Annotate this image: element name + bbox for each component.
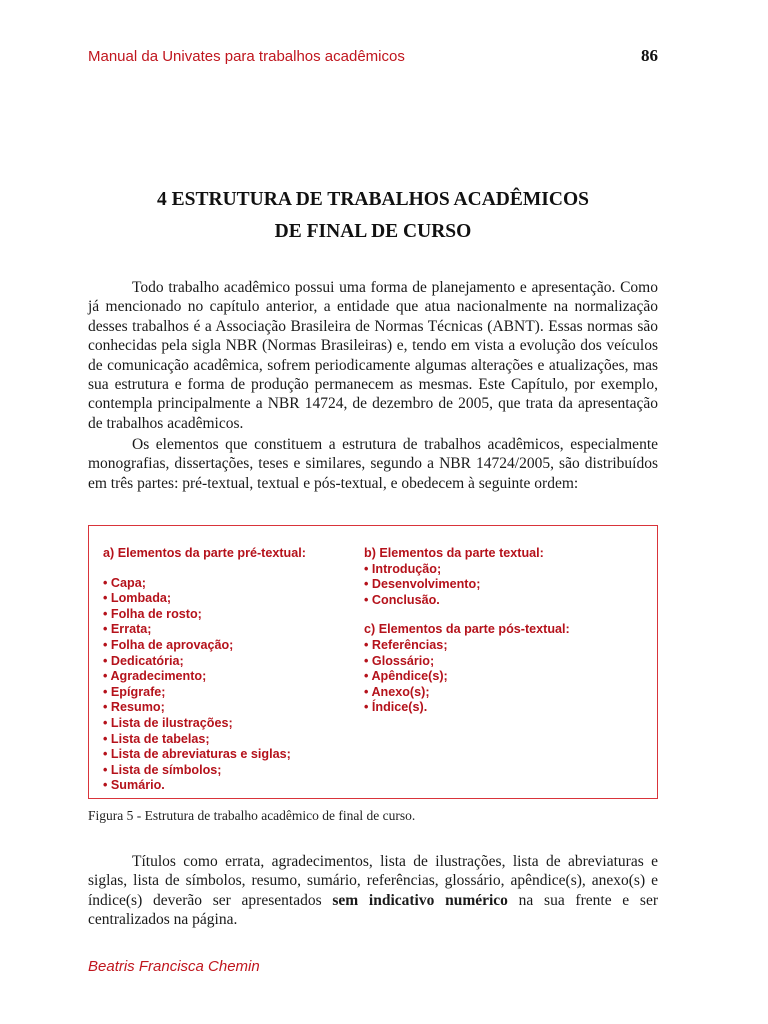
running-header-title: Manual da Univates para trabalhos acadêmicos	[88, 48, 405, 65]
spacer	[103, 562, 306, 576]
pre-textual-column	[103, 546, 306, 794]
list-item: • Folha de rosto;	[103, 606, 202, 621]
pre-textual-title: a) Elementos da parte pré-textual:	[103, 546, 306, 560]
post-textual-title: c) Elementos da parte pós-textual:	[364, 622, 570, 637]
chapter-title	[88, 184, 658, 248]
list-item: • Epígrafe;	[103, 684, 166, 699]
list-item: • Lombada;	[103, 591, 172, 606]
list-item: • Capa;	[103, 575, 146, 590]
body-paragraph-2: Os elementos que constituem a estrutura de trabalhos acadêmicos, especialmente monografias, dissertações, teses e similares, segundo a NBR 14724/2005, são distribuídos em três partes: pré-textual, textual e pós-textual, e obedecem à seguinte ordem:	[88, 436, 658, 492]
footer-author: Beatris Francisca Chemin	[88, 958, 260, 975]
list-item: • Agradecimento;	[103, 669, 207, 684]
page-number: 86	[641, 46, 658, 65]
list-item: • Anexo(s);	[364, 684, 430, 699]
paragraph-3-emphasis: sem indicativo numérico	[332, 891, 508, 909]
body-paragraph-3	[88, 852, 658, 930]
figure-caption: Figura 5 - Estrutura de trabalho acadêmico de final de curso.	[88, 808, 416, 823]
list-item: • Sumário.	[103, 778, 165, 793]
structure-figure-box	[88, 525, 658, 799]
list-item: • Lista de abreviaturas e siglas;	[103, 747, 291, 762]
list-item: • Desenvolvimento;	[364, 577, 481, 592]
list-item: • Lista de símbolos;	[103, 762, 222, 777]
list-item: • Índice(s).	[364, 700, 428, 715]
list-item: • Resumo;	[103, 700, 165, 715]
list-item: • Dedicatória;	[103, 653, 184, 668]
post-textual-list	[364, 638, 570, 716]
list-item: • Errata;	[103, 622, 152, 637]
list-item: • Glossário;	[364, 653, 435, 668]
textual-and-post-textual-column	[364, 546, 570, 716]
paragraph-3-end: na sua frente e ser centralizados na página.	[88, 891, 658, 929]
body-paragraph-1: Todo trabalho acadêmico possui uma forma de planejamento e apresentação. Como já mencionado no capítulo anterior, a entidade que atua nacionalmente na normalização desses trabalhos é a Associação Brasileira de Normas Técnicas (ABNT). Essas normas são conhecidas pela sigla NBR (Normas Brasileiras) e, tendo em vista a evolução dos veículos de comunicação acadêmica, sofrem periodicamente algumas alterações e atualizações, mas sua estrutura e forma de produção permanecem as mesmas. Este Capítulo, por exemplo, contempla principalmente a NBR 14724, de dezembro de 2005, que trata da apresentação de trabalhos acadêmicos.	[88, 279, 658, 432]
pre-textual-list	[103, 576, 306, 794]
spacer	[364, 608, 570, 622]
list-item: • Referências;	[364, 637, 448, 652]
list-item: • Conclusão.	[364, 592, 440, 607]
list-item: • Lista de tabelas;	[103, 731, 210, 746]
list-item: • Apêndice(s);	[364, 669, 448, 684]
textual-list	[364, 562, 570, 609]
textual-title: b) Elementos da parte textual:	[364, 546, 544, 560]
list-item: • Introdução;	[364, 561, 442, 576]
paragraph-3-start: Títulos como errata, agradecimentos, lista de ilustrações, lista de abreviaturas e siglas, lista de símbolos, resumo, sumário, referências, glossário, apêndice(s), anexo(s) e índice(s) deverão ser apresentados	[88, 853, 658, 909]
list-item: • Folha de aprovação;	[103, 637, 234, 652]
list-item: • Lista de ilustrações;	[103, 715, 233, 730]
chapter-title-line-1: 4 ESTRUTURA DE TRABALHOS ACADÊMICOS	[157, 189, 589, 210]
chapter-title-line-2: DE FINAL DE CURSO	[274, 221, 472, 242]
